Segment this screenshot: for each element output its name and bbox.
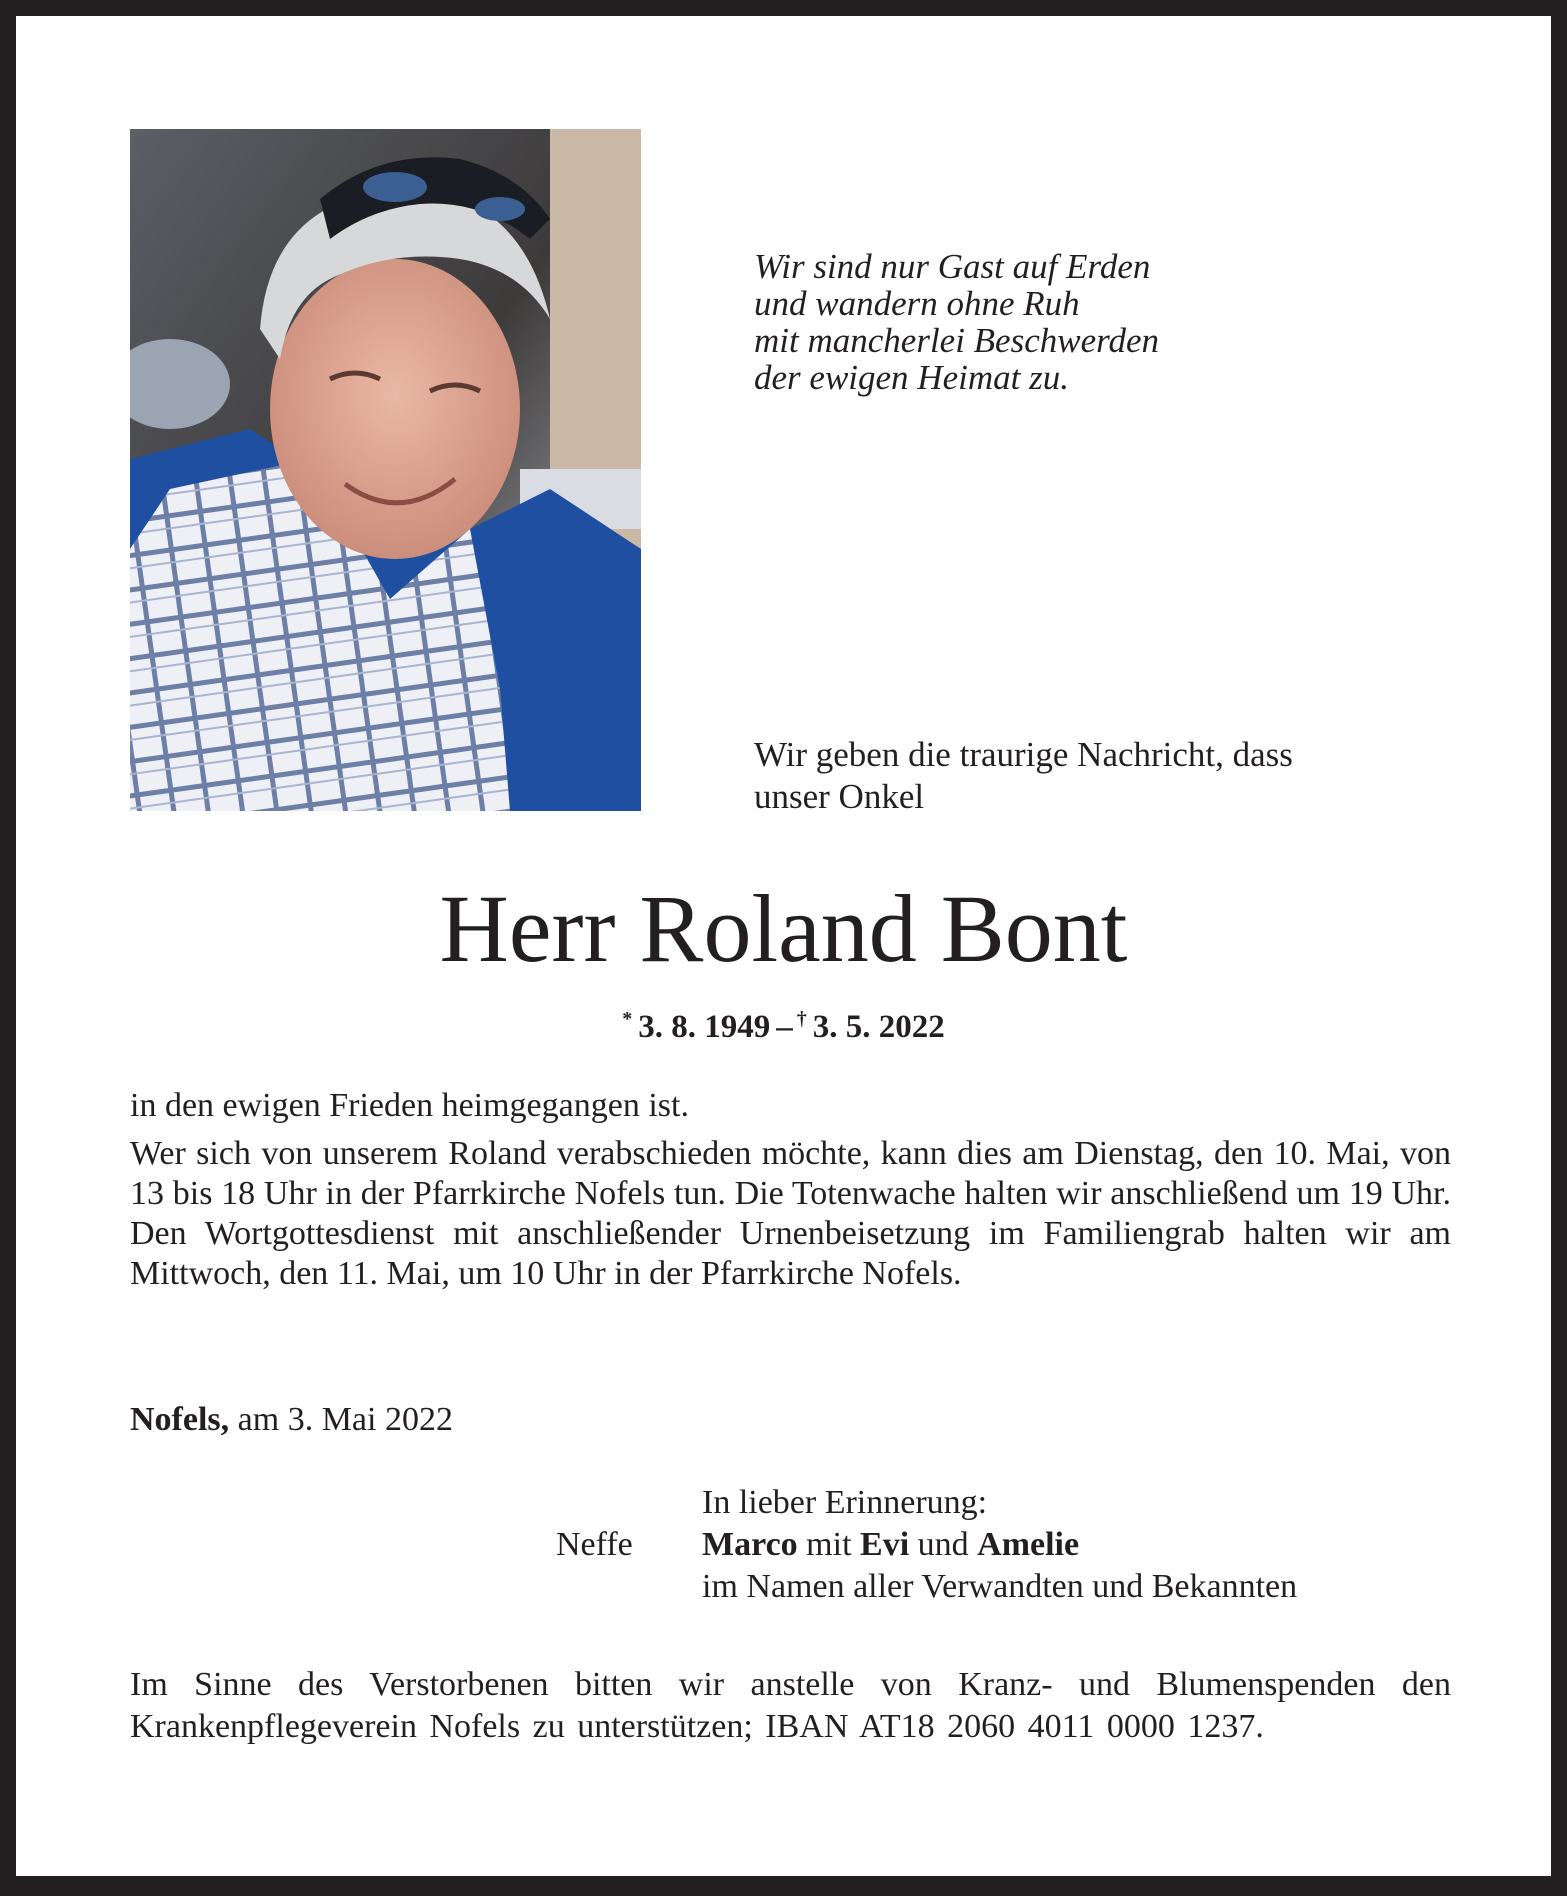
memory-closing: im Namen aller Verwandten und Bekannten bbox=[702, 1568, 1298, 1605]
conjunction: mit bbox=[797, 1526, 861, 1563]
poem-line: Wir sind nur Gast auf Erden bbox=[754, 247, 1151, 286]
death-date: 3. 5. 2022 bbox=[812, 1009, 945, 1045]
portrait-image bbox=[130, 129, 641, 811]
mourner-name: Amelie bbox=[977, 1526, 1080, 1563]
mourner-name: Evi bbox=[860, 1526, 910, 1563]
body-paragraph-2: Wer sich von unserem Roland verabschieden möchte, kann dies am Dienstag, den 10. Mai, von 13 bis 18 Uhr in der Pfarrkirche Nofels tun. Die Totenwache halten wir anschließend um 19 Uhr. Den Wortgottesdienst mit anschließender Urnenbeisetzung im Familiengrab halten wir am Mittwoch, den 11. Mai, um 10 Uhr in der Pfarrkirche Nofels. bbox=[130, 1135, 1451, 1292]
portrait-photo bbox=[130, 129, 641, 811]
intro-line: Wir geben die traurige Nachricht, dass bbox=[754, 735, 1293, 774]
death-cross-icon: † bbox=[796, 1008, 807, 1030]
in-memory-block bbox=[556, 1482, 1297, 1608]
date-separator: – bbox=[776, 1009, 793, 1045]
conjunction: und bbox=[909, 1526, 978, 1563]
poem-line: mit mancherlei Beschwerden bbox=[754, 321, 1159, 360]
life-dates bbox=[16, 999, 1551, 1047]
intro-line: unser Onkel bbox=[754, 777, 925, 816]
mourners-line bbox=[556, 1524, 1297, 1566]
place: Nofels, bbox=[130, 1401, 230, 1438]
poem-line: der ewigen Heimat zu. bbox=[754, 358, 1069, 397]
birth-star-icon: * bbox=[622, 1008, 633, 1030]
face bbox=[270, 259, 520, 559]
relation-label: Neffe bbox=[556, 1526, 633, 1563]
poem-line: und wandern ohne Ruh bbox=[754, 284, 1080, 323]
poem bbox=[754, 248, 1159, 396]
obituary-body bbox=[130, 1086, 1451, 1294]
memory-heading: In lieber Erinnerung: bbox=[702, 1484, 988, 1521]
body-paragraph-1: in den ewigen Frieden heimgegangen ist. bbox=[130, 1087, 689, 1124]
mourner-name: Marco bbox=[702, 1526, 798, 1563]
date: am 3. Mai 2022 bbox=[229, 1401, 453, 1438]
birth-date: 3. 8. 1949 bbox=[638, 1009, 771, 1045]
deceased-name: Herr Roland Bont bbox=[439, 875, 1128, 982]
obituary-page bbox=[16, 16, 1551, 1876]
donation-note: Im Sinne des Verstorbenen bitten wir anstelle von Kranz- und Blumenspenden den Krankenpflegeverein Nofels zu unterstützen; IBAN AT18 2060 4011 0000 1237. bbox=[130, 1666, 1451, 1745]
place-and-date bbox=[130, 1400, 453, 1440]
announcement-intro bbox=[754, 734, 1454, 818]
